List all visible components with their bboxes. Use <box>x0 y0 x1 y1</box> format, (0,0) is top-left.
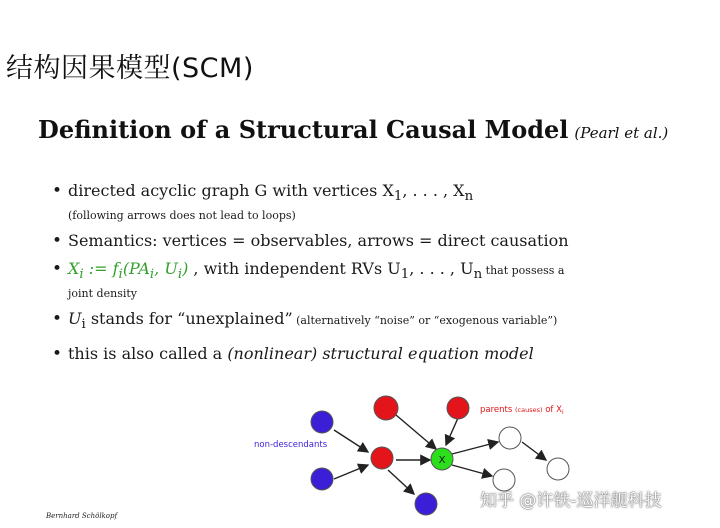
author-credit: Bernhard Schölkopf <box>46 512 118 520</box>
bullet-dag-text: directed acyclic graph G with vertices X <box>68 181 394 200</box>
slide-title-text: Definition of a Structural Causal Model <box>38 115 569 144</box>
edge <box>388 470 414 494</box>
eq-x: X <box>68 259 80 279</box>
page-title: 结构因果模型(SCM) <box>6 53 254 84</box>
sub: i <box>177 267 183 283</box>
bullet-sem <box>52 343 692 365</box>
bullet-sem-text: this is also called a <box>68 343 228 363</box>
bullet-equation-text: , with independent RVs U <box>188 259 401 279</box>
bullet-semantics-text: Semantics: vertices = observables, arrows = direct causation <box>68 231 569 251</box>
bullet-unexplained <box>52 308 692 336</box>
label-non-descendants: non-descendants <box>254 440 328 450</box>
bullet-equation-tail: that possess a <box>482 264 565 278</box>
node-parent <box>447 397 469 419</box>
edge <box>522 442 546 460</box>
sub: 1 <box>393 189 403 205</box>
bullet-unexplained-note: (alternatively “noise” or “exogenous variable”) <box>292 314 558 328</box>
label-of-sub: i <box>561 409 564 416</box>
node-x-label: X <box>438 455 446 466</box>
bullet-equation <box>52 258 692 302</box>
bullet-sem-emphasis: (nonlinear) structural equation model <box>227 343 534 363</box>
label-parents <box>480 405 564 416</box>
edge <box>452 465 492 476</box>
edge <box>446 418 458 445</box>
node-descendant <box>547 458 569 480</box>
sub: i <box>81 317 86 333</box>
definition-list <box>52 180 692 371</box>
sub: i <box>149 267 155 283</box>
eq-close: ) <box>182 259 189 279</box>
bullet-unexplained-text: stands for “unexplained” <box>85 309 293 329</box>
sub: 1 <box>400 267 410 283</box>
u-var: U <box>68 309 82 329</box>
sub: i <box>79 267 84 283</box>
bullet-dag-note: (following arrows does not lead to loops) <box>68 209 296 223</box>
label-of: of X <box>545 405 562 415</box>
edge <box>452 442 498 454</box>
sub: i <box>118 267 123 283</box>
node-non-descendant <box>415 493 437 515</box>
bullet-semantics <box>52 230 692 252</box>
edge <box>334 465 368 479</box>
edge <box>334 430 368 452</box>
bullet-equation-mid: , . . . , U <box>409 259 474 279</box>
eq-pa: (PA <box>122 259 150 279</box>
slide-title-credit: (Pearl et al.) <box>574 124 669 142</box>
node-parent <box>371 447 393 469</box>
eq-f: := f <box>83 259 119 279</box>
node-non-descendant <box>311 411 333 433</box>
bullet-dag-mid: , . . . , X <box>402 181 465 200</box>
slide-title <box>38 115 668 144</box>
node-non-descendant <box>311 468 333 490</box>
sub: n <box>464 189 474 205</box>
bullet-dag <box>52 180 692 224</box>
bullet-equation-note: joint density <box>68 287 137 301</box>
structural-equation <box>68 259 189 283</box>
sub: n <box>473 267 483 283</box>
edge <box>396 415 436 449</box>
label-causes: (causes) <box>515 406 543 414</box>
node-descendant <box>499 427 521 449</box>
watermark: 知乎 @许铁-巡洋舰科技 <box>480 491 662 511</box>
node-parent <box>374 396 398 420</box>
label-parents-word: parents <box>480 405 513 415</box>
eq-u: , U <box>154 259 178 279</box>
